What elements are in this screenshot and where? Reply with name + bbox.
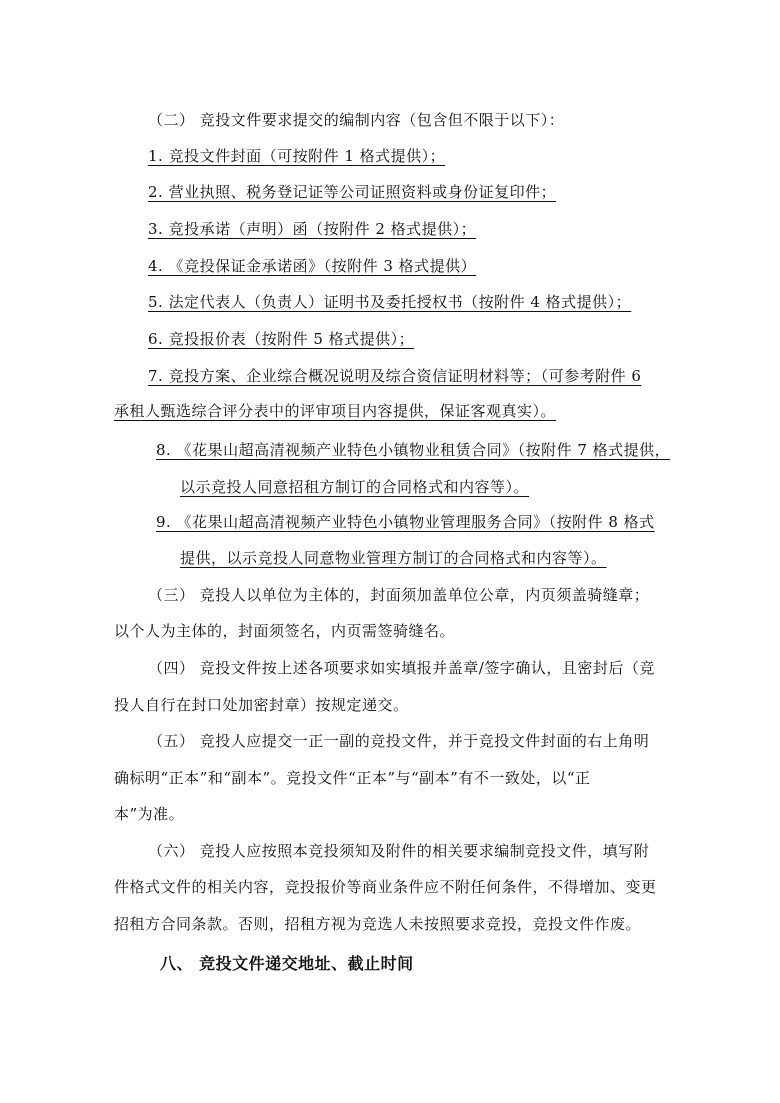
list-item-9-line-2: 提供，以示竞投人同意物业管理方制订的合同格式和内容等）。 <box>180 549 607 567</box>
list-item-7-line-2: 承租人甄选综合评分表中的评审项目内容提供，保证客观真实）。 <box>114 402 557 420</box>
section-6-line-3: 招租方合同条款。否则，招租方视为竞选人未按照要求竞投，竞投文件作废。 <box>114 915 642 933</box>
section-4-line-1: （四） 竞投文件按上述各项要求如实填报并盖章/签字确认，且密封后（竞 <box>148 659 655 677</box>
list-item-8-line-2: 以示竞投人同意招租方制订的合同格式和内容等）。 <box>180 478 530 496</box>
list-item-8-line-1: 8. 《花果山超高清视频产业特色小镇物业租赁合同》（按附件 7 格式提供， <box>156 441 671 459</box>
list-item-2: 2. 营业执照、税务登记证等公司证照资料或身份证复印件； <box>148 183 557 201</box>
list-item-3: 3. 竞投承诺（声明）函（按附件 2 格式提供）； <box>148 220 477 238</box>
list-item-1: 1. 竞投文件封面（可按附件 1 格式提供）； <box>148 147 446 165</box>
section-2-intro: （二） 竞投文件要求提交的编制内容（包含但不限于以下）： <box>148 111 565 129</box>
section-5-line-2: 确标明“正本”和“副本”。竞投文件“正本”与“副本”有不一致处，以“正 <box>114 769 591 787</box>
section-3-line-1: （三） 竞投人以单位为主体的，封面须加盖单位公章，内页须盖骑缝章； <box>148 586 650 604</box>
list-item-6: 6. 竞投报价表（按附件 5 格式提供）； <box>148 330 415 348</box>
list-item-7-line-1: 7. 竞投方案、企业综合概况说明及综合资信证明材料等；（可参考附件 6 <box>148 367 642 385</box>
list-item-4: 4. 《竞投保证金承诺函》（按附件 3 格式提供） <box>148 257 477 275</box>
section-6-line-2: 件格式文件的相关内容，竞投报价等商业条件应不附任何条件，不得增加、变更 <box>114 878 657 896</box>
section-4-line-2: 投人自行在封口处加密封章）按规定递交。 <box>114 696 409 714</box>
section-5-line-3: 本”为准。 <box>114 805 185 823</box>
section-6-line-1: （六） 竞投人应按照本竞投须知及附件的相关要求编制竞投文件，填写附 <box>148 842 650 860</box>
list-item-9-line-1: 9. 《花果山超高清视频产业特色小镇物业管理服务合同》（按附件 8 格式 <box>156 513 655 531</box>
section-8-heading: 八、 竞投文件递交地址、截止时间 <box>160 954 414 973</box>
section-5-line-1: （五） 竞投人应提交一正一副的竞投文件，并于竞投文件封面的右上角明 <box>148 732 650 750</box>
list-item-5: 5. 法定代表人（负责人）证明书及委托授权书（按附件 4 格式提供）； <box>148 293 632 311</box>
section-3-line-2: 以个人为主体的，封面须签名，内页需签骑缝名。 <box>114 622 456 640</box>
